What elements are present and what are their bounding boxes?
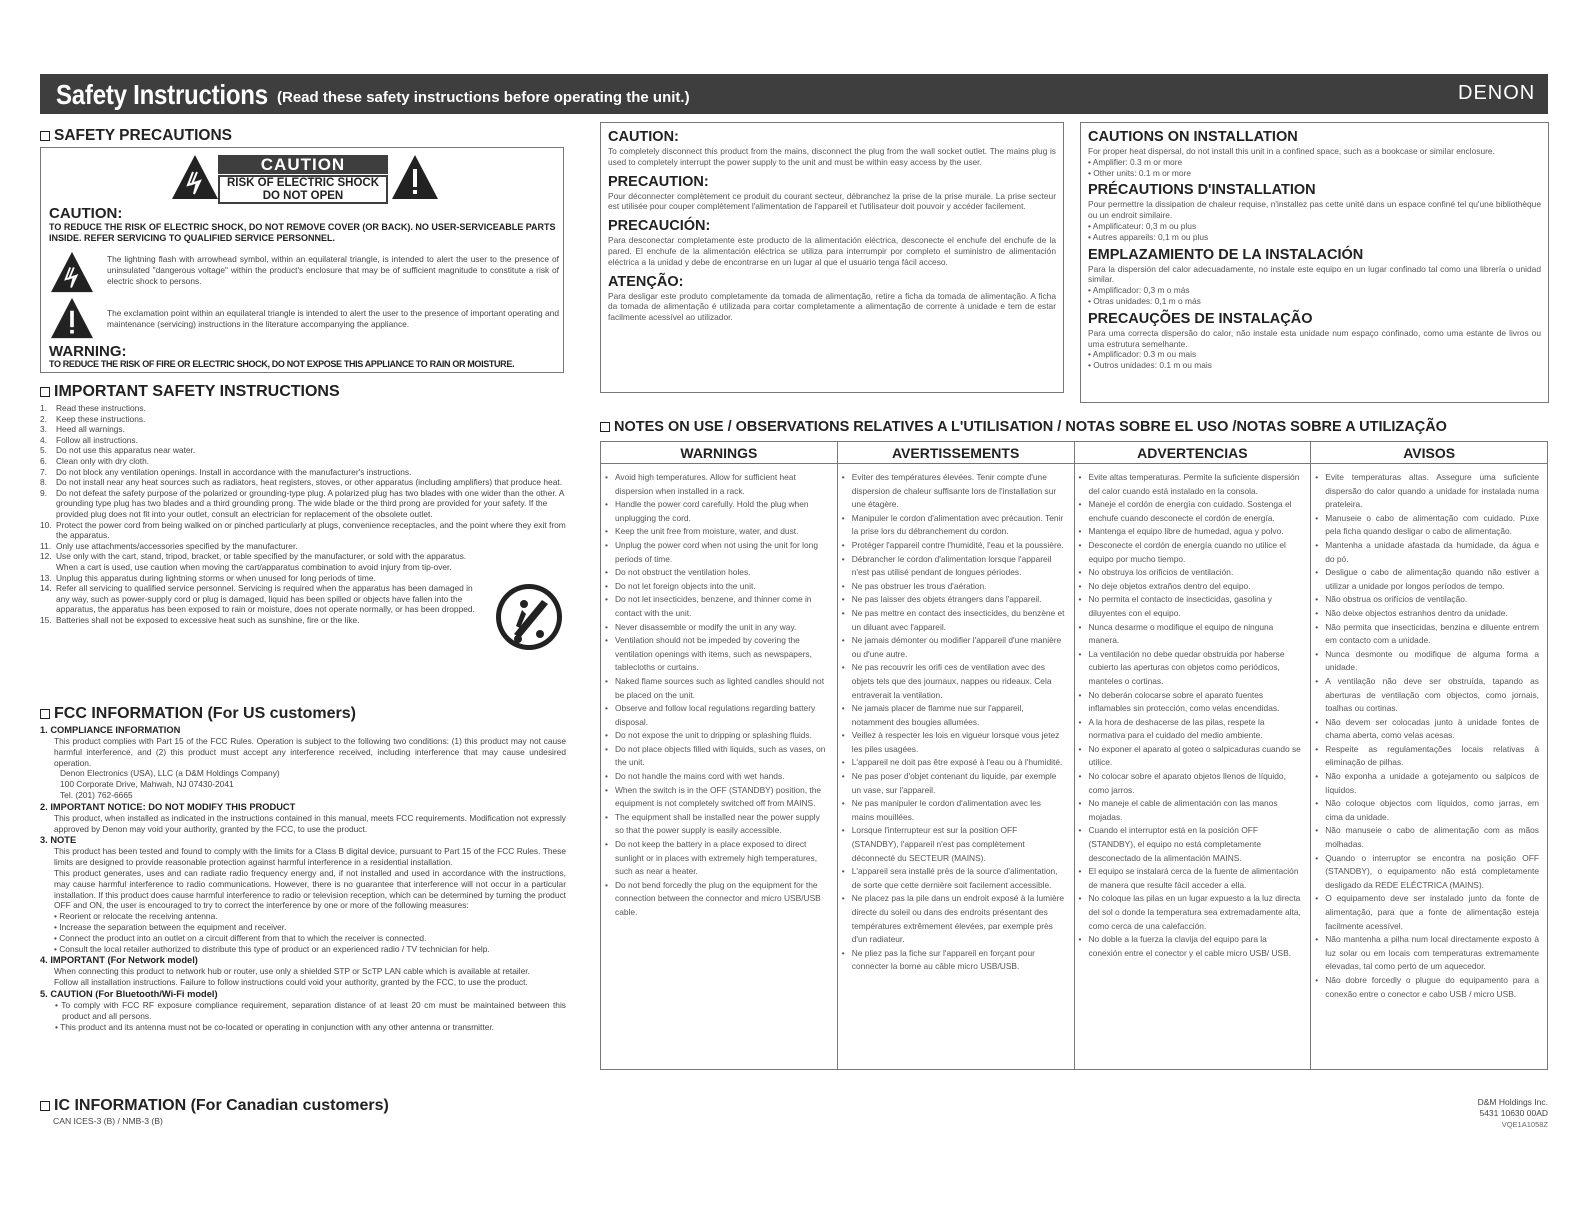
caution-panel-heading: PRECAUTION: [608,173,709,190]
notes-list-item: • Cuando el interruptor está en la posición OFF (STANDBY), el equipo no está completamente desconectado de la alimentación MAINS. [1087,824,1303,865]
notes-list-item: • No deberán colocarse sobre el aparato fuentes inflamables sin protección, como velas encendidas. [1087,689,1303,716]
notes-list-item: • Ne pas recouvrir les orifi ces de ventilation avec des objets tels que des journaux, nappes ou rideaux. Cela entraverait la ventilation. [850,661,1066,702]
exclamation-triangle-icon [391,154,439,200]
notes-list-item: • Débrancher le cordon d'alimentation lorsque l'appareil n'est pas utilisé pendant de longues périodes. [850,553,1066,580]
disconnect-caution-panel [600,122,1064,393]
caution-text: TO REDUCE THE RISK OF ELECTRIC SHOCK, DO NOT REMOVE COVER (OR BACK). NO USER-SERVICEABLE PARTS INSIDE. REFER SERVICING TO QUALIFIED SERVICE PERSONNEL. [49,222,556,243]
notes-list-item: • Não dobre forcedly o plugue do equipamento para a conexão entre o conector e cabo USB / micro USB. [1323,974,1539,1001]
install-panel-bullet: • Otras unidades: 0,1 m o más [1088,295,1201,306]
checkbox-square-icon [40,709,50,719]
notes-list-item: • No permita el contacto de insecticidas, gasolina y diluyentes con el equipo. [1087,593,1303,620]
instruction-number: 11. [40,540,52,551]
safety-instruction-item [40,467,566,478]
brand-logo: DENON [1458,82,1536,104]
caution-panel-heading: PRECAUCIÓN: [608,218,711,235]
notes-list-item: • No colocar sobre el aparato objetos llenos de líquido, como jarros. [1087,770,1303,797]
notes-column [1311,442,1547,1069]
caution-panel-text: To completely disconnect this product from the mains, disconnect the plug from the wall socket outlet. The mains plug is used to completely interrupt the power supply to the unit and must be within easy access by the user. [608,146,1056,167]
fcc-section [40,724,566,1032]
footer-code: 5431 10630 00AD [1479,1108,1548,1118]
lightning-triangle-icon-small [49,251,95,293]
instruction-number: 9. [40,487,47,498]
notes-list-item: • Desligue o cabo de alimentação quando não estiver a utilizar a unidade por longos períodos de tempo. [1323,566,1539,593]
notes-list-item: • When the switch is in the OFF (STANDBY) position, the equipment is not completely switched off from MAINS. [613,784,829,811]
notes-list-item: • Handle the power cord carefully. Hold the plug when unplugging the cord. [613,498,829,525]
notes-column-header: AVERTISSEMENTS [838,442,1074,464]
install-panel-bullet: • Other units: 0.1 m or more [1088,167,1192,178]
instruction-number: 3. [40,424,47,435]
warning-text: TO REDUCE THE RISK OF FIRE OR ELECTRIC SHOCK, DO NOT EXPOSE THIS APPLIANCE TO RAIN OR MOISTURE. [49,359,515,369]
instruction-text: Use only with the cart, stand, tripod, bracket, or table specified by the manufacturer, or sold with the apparatus. When a cart is used, use caution when moving the cart/apparatus combination to avoid injury from tip-over. [56,551,467,572]
notes-list-item: • Naked flame sources such as lighted candles should not be placed on the unit. [613,675,829,702]
notes-list-item: • Quando o interruptor se encontra na posição OFF (STANDBY), o equipamento não está completamente desligado da REDE ELÉCTRICA (MAINS). [1323,852,1539,893]
notes-on-use-heading: NOTES ON USE / OBSERVATIONS RELATIVES A L'UTILISATION / NOTAS SOBRE EL USO /NOTAS SOBRE A UTILIZAÇÃO [600,418,1447,436]
safety-precautions-heading: SAFETY PRECAUTIONS [40,127,232,145]
caution-label-line2: DO NOT OPEN [262,189,344,202]
notes-column-header: ADVERTENCIAS [1075,442,1311,464]
notes-list-item: • Ne pliez pas la fiche sur l'appareil en forçant pour connecter la borne au câble micro USB/USB. [850,947,1066,974]
instruction-text: Do not install near any heat sources such as radiators, heat registers, stoves, or other apparatus (including amplifiers) that produce heat. [56,477,563,488]
install-panel-bullet: • Outros unidades: 0.1 m ou mais [1088,360,1212,371]
page-title: Safety Instructions [56,79,268,110]
instruction-text: Batteries shall not be exposed to excessive heat such as sunshine, fire or the like. [56,614,360,625]
warning-heading: WARNING: [49,343,127,360]
caution-panel-heading: ATENÇÃO: [608,273,684,290]
notes-list [601,464,837,920]
notes-list-item: • Não exponha a unidade a gotejamento ou salpicos de líquidos. [1323,770,1539,797]
safety-instruction-item [40,551,566,572]
fcc-bluetooth-bullet1: • To comply with FCC RF exposure compliance requirement, separation distance of at least 20 cm must be maintained between this product and all persons. [55,999,566,1021]
notes-list-item: • Mantenha a unidade afastada da humidade, da água e do pó. [1323,539,1539,566]
caution-label-line1: RISK OF ELECTRIC SHOCK [226,177,380,189]
install-panel-text: Para la dispersión del calor adecuadamente, no instale este equipo en un lugar confinado tal como una librería o unidad similar. [1088,263,1541,285]
fcc-bluetooth-heading: 5. CAUTION (For Bluetooth/Wi-Fi model) [40,988,218,999]
notes-list-item: • Ne pas mettre en contact des insecticides, du benzène et un diluant avec l'appareil. [850,607,1066,634]
notes-list-item: • Não coloque objectos com líquidos, como jarras, em cima da unidade. [1323,797,1539,824]
notes-list-item: • Do not handle the mains cord with wet hands. [613,770,829,784]
notes-list-item: • Manuseie o cabo de alimentação com cuidado. Puxe pela ficha quando desligar o cabo de alimentação. [1323,512,1539,539]
notes-column [601,442,838,1069]
notes-list-item: • Não deixe objectos estranhos dentro da unidade. [1323,607,1539,621]
notes-list-item: • Não permita que insecticidas, benzina e diluente entrem em contacto com a unidade. [1323,621,1539,648]
notes-list-item: • Não obstrua os orifícios de ventilação. [1323,593,1539,607]
notes-list-item: • No obstruya los orificios de ventilación. [1087,566,1303,580]
notes-list-item: • No exponer el aparato al goteo o salpicaduras cuando se utilice. [1087,743,1303,770]
safety-instruction-item [40,435,566,446]
install-panel-bullet: • Autres appareils: 0,1 m ou plus [1088,231,1209,242]
cart-warning-icon [494,582,564,652]
instruction-text: Clean only with dry cloth. [56,455,150,466]
notes-list-item: • Evite altas temperaturas. Permite la suficiente dispersión del calor cuando está instalado en la consola. [1087,471,1303,498]
notes-list-item: • No maneje el cable de alimentación con las manos mojadas. [1087,797,1303,824]
fcc-note-text2: This product generates, uses and can radiate radio frequency energy and, if not installed and used in accordance with the instructions, may cause harmful interference to radio communications. However, there is no guarantee that interference will not occur in a particular installation. If this product does cause harmful interference to radio or television reception, which can be determined by turning the product OFF and ON, the user is encouraged to try to correct the interference by one or more of the following measures: [54,867,566,911]
notes-list-item: • Veillez à respecter les lois en vigueur lorsque vous jetez les piles usagées. [850,729,1066,756]
install-panel-text: For proper heat dispersal, do not install this unit in a confined space, such as a bookcase or similar enclosure. [1088,146,1495,156]
caution-panel-text: Para desconectar completamente este producto de la alimentación eléctrica, desconecte el enchufe del enchufe de la pared. El enchufe de la alimentación eléctrica se utiliza para interrumpir por completo el suministro de alimentación eléctrica a la unidad y debe de encontrarse en un lugar al que el usuario tenga fácil acceso. [608,235,1056,267]
notes-list [838,464,1074,974]
fcc-bluetooth-bullet2: • This product and its antenna must not be co-located or operating in conjunction with any other antenna or transmitter. [55,1021,494,1032]
safety-instruction-item [40,615,566,626]
install-panel-heading: PRECAUÇÕES DE INSTALAÇÃO [1088,310,1313,327]
instruction-number: 6. [40,455,47,466]
fcc-note-text1: This product has been tested and found to comply with the limits for a Class B digital device, pursuant to Part 15 of the FCC Rules. These limits are designed to provide reasonable protection against harmful interference in a residential installation. [54,846,566,868]
notes-list-item: • Lorsque l'interrupteur est sur la position OFF (STANDBY), l'appareil n'est pas complètement déconnecté du SECTEUR (MAINS). [850,824,1066,865]
instruction-number: 1. [40,403,47,413]
install-panel-bullet: • Amplificador: 0,3 m o más [1088,285,1190,296]
instruction-number: 15. [40,614,52,625]
notes-list-item: • Respeite as regulamentações locais relativas à eliminação de pilhas. [1323,743,1539,770]
safety-instruction-item [40,456,566,467]
notes-column-header: AVISOS [1311,442,1547,464]
notes-list-item: • The equipment shall be installed near the power supply so that the power supply is easily accessible. [613,811,829,838]
instruction-text: Do not defeat the safety purpose of the polarized or grounding-type plug. A polarized plug has two blades with one wider than the other. A grounding type plug has two blades and a third grounding prong. The wide blade or the third prong are provided for your safety. If the provided plug does not fit into your outlet, consult an electrician for replacement of the obsolete outlet. [56,487,564,519]
notes-list-item: • Never disassemble or modify the unit in any way. [613,621,829,635]
fcc-note-bullet3: • Connect the product into an outlet on a circuit different from that to which the receiver is connected. [54,932,427,943]
important-safety-heading: IMPORTANT SAFETY INSTRUCTIONS [40,383,340,401]
safety-precautions-panel [40,147,564,373]
notes-list-item: • Observe and follow local regulations regarding battery disposal. [613,702,829,729]
safety-instruction-item [40,445,566,456]
safety-instruction-item [40,541,566,552]
fcc-compliance-heading: 1. COMPLIANCE INFORMATION [40,725,181,735]
notes-column [838,442,1075,1069]
instruction-text: Only use attachments/accessories specified by the manufacturer. [56,540,298,551]
notes-column-header: WARNINGS [601,442,837,464]
caution-panel-heading: CAUTION: [608,129,679,145]
fcc-address-line2: 100 Corporate Drive, Mahwah, NJ 07430-2041 [60,779,234,790]
notes-list-item: • Não devem ser colocadas junto à unidade fontes de chama aberta, como velas acesas. [1323,716,1539,743]
notes-list-item: • L'appareil sera installé près de la source d'alimentation, de sorte que cette dernière soit facilement accessible. [850,865,1066,892]
notes-list-item: • Avoid high temperatures. Allow for sufficient heat dispersion when installed in a rack. [613,471,829,498]
instruction-text: Do not block any ventilation openings. Install in accordance with the manufacturer's instructions. [56,466,412,477]
notes-on-use-table [600,441,1548,1070]
ic-text: CAN ICES-3 (B) / NMB-3 (B) [53,1116,163,1126]
notes-list-item: • Do not place objects filled with liquids, such as vases, on the unit. [613,743,829,770]
checkbox-square-icon [40,1101,50,1111]
install-panel-bullet: • Amplificateur: 0,3 m ou plus [1088,220,1197,231]
notes-list [1075,464,1311,960]
notes-list-item: • Keep the unit free from moisture, water, and dust. [613,525,829,539]
notes-list-item: • Ne pas laisser des objets étrangers dans l'appareil. [850,593,1066,607]
instruction-text: Protect the power cord from being walked on or pinched particularly at plugs, convenience receptacles, and the point where they exit from the apparatus. [56,519,566,541]
notes-list-item: • Ne pas poser d'objet contenant du liquide, par exemple un vase, sur l'appareil. [850,770,1066,797]
install-panel-heading: EMPLAZAMIENTO DE LA INSTALACIÓN [1088,246,1364,263]
notes-list-item: • Do not let foreign objects into the unit. [613,580,829,594]
notes-list-item: • Unplug the power cord when not using the unit for long periods of time. [613,539,829,566]
notes-list-item: • Protéger l'appareil contre l'humidité, l'eau et la poussière. [850,539,1066,553]
instruction-number: 7. [40,466,47,477]
instruction-text: Heed all warnings. [56,424,125,435]
instruction-number: 10. [40,519,52,530]
notes-list-item: • Do not obstruct the ventilation holes. [613,566,829,580]
instruction-text: Follow all instructions. [56,434,138,445]
instruction-text: Read these instructions. [56,403,146,413]
notes-list-item: • A la hora de deshacerse de las pilas, respete la normativa para el cuidado del medio ambiente. [1087,716,1303,743]
fcc-note-bullet2: • Increase the separation between the equipment and receiver. [54,921,287,932]
fcc-network-text2: Follow all installation instructions. Failure to follow instructions could void your authority, granted by the FCC, to use the product. [54,977,528,988]
install-panel-heading: PRÉCAUTIONS D'INSTALLATION [1088,182,1316,199]
notes-list-item: • Maneje el cordón de energía con cuidado. Sostenga el enchufe cuando desconecte el cordón de energía. [1087,498,1303,525]
installation-cautions-panel [1080,122,1549,403]
safety-instruction-item [40,414,566,425]
fcc-note-heading: 3. NOTE [40,835,77,846]
notes-list-item: • Do not bend forcedly the plug on the equipment for the connection between the connector and micro USB/USB cable. [613,879,829,920]
footer-doc-id: VQE1A1058Z [1501,1120,1548,1129]
footer [1380,1097,1548,1130]
fcc-compliance-text: This product complies with Part 15 of the FCC Rules. Operation is subject to the following two conditions: (1) this product may not cause harmful interference, and (2) this product must accept any interference received, including interference that may cause undesired operation. [54,736,566,768]
notes-list-item: • Do not keep the battery in a place exposed to direct sunlight or in places with extremely high temperatures, such as near a heater. [613,838,829,879]
safety-instruction-item [40,520,566,541]
safety-instruction-item [40,573,566,584]
fcc-heading: FCC INFORMATION (For US customers) [40,705,356,723]
checkbox-square-icon [40,131,50,141]
exclamation-explanation: The exclamation point within an equilateral triangle is intended to alert the user to the presence of important operating and maintenance (servicing) instructions in the literature accompanying the appliance. [107,308,559,329]
notes-list-item: • Nunca desmonte ou modifique de alguma forma a unidade. [1323,648,1539,675]
notes-list [1311,464,1547,1001]
notes-list-item: • Desconecte el cordón de energía cuando no utilice el equipo por mucho tiempo. [1087,539,1303,566]
instruction-text: Keep these instructions. [56,413,146,424]
notes-list-item: • Ventilation should not be impeded by covering the ventilation openings with items, such as newspapers, tablecloths or curtains. [613,634,829,675]
exclamation-triangle-icon-small [49,297,95,339]
instruction-number: 12. [40,551,52,562]
notes-list-item: • Não mantenha a pilha num local directamente exposto à luz solar ou em locais com temperaturas extremamente elevadas, tal como perto de um aquecedor. [1323,933,1539,974]
notes-list-item: • Do not expose the unit to dripping or splashing fluids. [613,729,829,743]
notes-list-item: • Nunca desarme o modifique el equipo de ninguna manera. [1087,621,1303,648]
notes-list-item: • No coloque las pilas en un lugar expuesto a la luz directa del sol o donde la temperatura sea extremadamente alta, como cerca de una calefacción. [1087,892,1303,933]
notes-list-item: • A ventilação não deve ser obstruída, tapando as aberturas de ventilação com objectos, como jornais, toalhas ou cortinas. [1323,675,1539,716]
notes-column [1075,442,1312,1069]
instruction-number: 13. [40,572,52,583]
instruction-text: Do not use this apparatus near water. [56,445,196,456]
notes-list-item: • Ne pas obstruer les trous d'aération. [850,580,1066,594]
caution-label-title: CAUTION [218,155,388,174]
fcc-network-heading: 4. IMPORTANT (For Network model) [40,955,198,966]
lightning-explanation: The lightning flash with arrowhead symbol, within an equilateral triangle, is intended to alert the user to the presence of uninsulated "dangerous voltage" within the product's enclosure that may be of sufficient magnitude to constitute a risk of electric shock to persons. [107,254,559,286]
install-panel-text: Para uma correcta dispersão do calor, não instale esta unidade num espaço confinado, como uma estante de livros ou uma estrutura semelhante. [1088,327,1541,349]
install-panel-bullet: • Amplifier: 0.3 m or more [1088,156,1183,167]
install-panel-text: Pour permettre la dissipation de chaleur requise, n'installez pas cette unité dans un espace confiné tel qu'une bibliothèque ou un endroit similaire. [1088,199,1541,221]
caution-heading: CAUTION: [49,205,123,222]
caution-panel-text: Para desligar este produto completamente da tomada de alimentação, retire a ficha da tomada de alimentação. A ficha da tomada de alimentação é utilizada para cortar completamente a alimentação de corrente à unidade e tem de estar facilmente acessível ao utilizador. [608,290,1056,323]
notes-list-item: • Eviter des températures élevées. Tenir compte d'une dispersion de chaleur suffisante lors de l'installation sur une étagère. [850,471,1066,512]
safety-instruction-item [40,488,566,520]
instruction-number: 2. [40,413,47,424]
safety-instruction-item [40,424,566,435]
fcc-note-bullet4: • Consult the local retailer authorized to distribute this type of product or an experienced radio / TV technician for help. [54,943,490,954]
page-subtitle: (Read these safety instructions before operating the unit.) [277,89,690,106]
notes-list-item: • Ne jamais démonter ou modifier l'appareil d'une manière ou d'une autre. [850,634,1066,661]
notes-list-item: • No deje objetos extraños dentro del equipo. [1087,580,1303,594]
fcc-address-line3: Tel. (201) 762-6665 [60,789,133,800]
instruction-number: 5. [40,445,47,456]
fcc-note-bullet1: • Reorient or relocate the receiving antenna. [54,911,218,922]
instruction-text: Unplug this apparatus during lightning storms or when unused for long periods of time. [56,572,376,583]
notes-list-item: • No doble a la fuerza la clavija del equipo para la conexión entre el conector y el cable micro USB/ USB. [1087,933,1303,960]
instruction-number: 14. [40,583,52,594]
notes-list-item: • Do not let insecticides, benzene, and thinner come in contact with the unit. [613,593,829,620]
fcc-notice-heading: 2. IMPORTANT NOTICE: DO NOT MODIFY THIS PRODUCT [40,801,296,812]
instruction-number: 8. [40,477,47,488]
caution-panel-text: Pour déconnecter complètement ce produit du courant secteur, débranchez la prise de la prise murale. La prise secteur est utilisée pour couper complètement l'alimentation de l'appareil et l'utilisateur doit pouvoir y accéder facilement. [608,190,1056,212]
notes-list-item: • Mantenga el equipo libre de humedad, agua y polvo. [1087,525,1303,539]
instruction-number: 4. [40,434,47,445]
notes-list-item: • Ne placez pas la pile dans un endroit exposé à la lumière directe du soleil ou dans des endroits présentant des températures extrêmement élevées, par exemple près d'un radiateur. [850,892,1066,946]
notes-list-item: • El equipo se instalará cerca de la fuente de alimentación de manera que resulte fácil acceder a ella. [1087,865,1303,892]
safety-instruction-item [40,583,566,615]
fcc-network-text1: When connecting this product to network hub or router, use only a shielded STP or ScTP LAN cable which is available at retailer. [54,966,530,977]
ic-heading: IC INFORMATION (For Canadian customers) [40,1097,389,1115]
notes-list-item: • La ventilación no debe quedar obstruida por haberse cubierto las aperturas con objetos como periódicos, manteles o cortinas. [1087,648,1303,689]
notes-list-item: • L'appareil ne doit pas être exposé à l'eau ou à l'humidité. [850,756,1066,770]
instruction-text: Refer all servicing to qualified service personnel. Servicing is required when the apparatus has been damaged in any way, such as power-supply cord or plug is damaged, liquid has been spilled or objects have fallen into the apparatus, the apparatus has been exposed to rain or moisture, does not operate normally, or has been dropped. [56,583,475,615]
install-panel-bullet: • Amplificador: 0.3 m ou mais [1088,349,1197,360]
notes-list-item: • Ne pas manipuler le cordon d'alimentation avec les mains mouillées. [850,797,1066,824]
safety-instruction-item [40,403,566,414]
footer-company: D&M Holdings Inc. [1477,1097,1548,1107]
install-panel-heading: CAUTIONS ON INSTALLATION [1088,129,1298,145]
fcc-address-line1: Denon Electronics (USA), LLC (a D&M Holdings Company) [60,768,280,779]
lightning-triangle-icon [171,154,219,200]
fcc-notice-text: This product, when installed as indicated in the instructions contained in this manual, meets FCC requirements. Modification not expressly approved by Denon may void your authority, granted by the FCC, to use the product. [54,812,566,834]
notes-list-item: • Manipuler le cordon d'alimentation avec précaution. Tenir la prise lors du débranchement du cordon. [850,512,1066,539]
important-safety-list [40,403,566,625]
notes-list-item: • O equipamento deve ser instalado junto da fonte de alimentação, para que a fonte de alimentação esteja facilmente acessível. [1323,892,1539,933]
notes-list-item: • Não manuseie o cabo de alimentação com as mãos molhadas. [1323,824,1539,851]
caution-label-box [218,175,388,204]
notes-list-item: • Evite temperaturas altas. Assegure uma suficiente dispersão do calor quando a unidade for instalada numa prateleira. [1323,471,1539,512]
notes-list-item: • Ne jamais placer de flamme nue sur l'appareil, notamment des bougies allumées. [850,702,1066,729]
safety-instruction-item [40,477,566,488]
checkbox-square-icon [600,422,610,432]
checkbox-square-icon [40,387,50,397]
